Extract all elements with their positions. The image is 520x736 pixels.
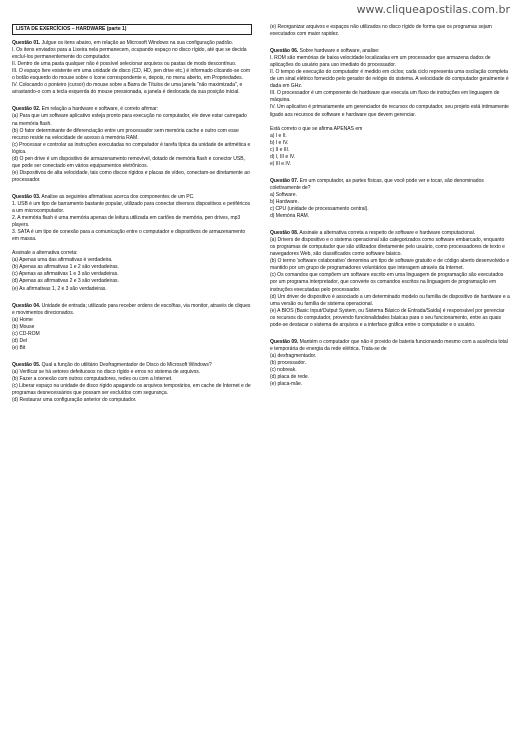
question-intro: Julgue os itens abaixo, em relação ao Microsoft Windows na sua configuração padrão. bbox=[41, 40, 234, 47]
answer-option: (e) Bit bbox=[12, 344, 26, 351]
answer-option: c) II e III. bbox=[270, 146, 290, 153]
statement-item: I. ROM são memórias de baixa velocidade localizadas em um processador que armazena dados de aplicações do usuário para uso imediato do processador. bbox=[270, 55, 491, 69]
question-04 bbox=[12, 303, 252, 352]
answer-option: (d) Del bbox=[12, 337, 27, 344]
question-intro: Em um computador, as partes físicas, que você pode ver e tocar, são denominados coletivamente de? bbox=[270, 177, 484, 191]
statement-item: II. O tempo de execução do computador é medido em ciclos; cada ciclo representa uma oscilação completa de um sinal elétrico fornecido pelo gerador de relógio do sistema. A velocidade do computador geralmente é dada em GHz. bbox=[270, 69, 509, 90]
statement-item: IV. Um aplicativo é primariamente um gerenciador de recursos do computador, seu projeto está intimamente ligado aos recursos de software e hardware que devem gerenciar. bbox=[270, 104, 509, 118]
question-intro: Em relação a hardware e software, é correto afirmar: bbox=[41, 106, 159, 113]
answer-option: a) I e II. bbox=[270, 132, 287, 139]
answer-option: (a) Home bbox=[12, 316, 33, 323]
answer-option: (b) Mouse bbox=[12, 323, 35, 330]
question-intro: Analise as seguintes afirmativas acerca dos componentes de um PC. bbox=[41, 193, 195, 200]
question-07 bbox=[270, 178, 510, 220]
answer-option: (b) Apenas as afirmativas 1 e 2 são verdadeiras. bbox=[12, 264, 119, 271]
answer-option: (d) Apenas as afirmativas 2 e 3 são verdadeiras. bbox=[12, 278, 119, 285]
answer-option: (a) Apenas uma das afirmativas é verdadeira. bbox=[12, 257, 113, 264]
answer-option: (d) O pen drive é um dispositivo de armazenamento removível, dotado de memória flash e conector USB, que pode ser conectado em vários equipamentos eletrônicos. bbox=[12, 155, 245, 169]
question-02 bbox=[12, 106, 252, 184]
answer-option: d) Memória RAM. bbox=[270, 213, 310, 220]
answer-option: (b) processador. bbox=[270, 359, 306, 366]
statement-item: III. O processador é um componente de hardware que executa um fluxo de instruções em linguagem de máquina. bbox=[270, 90, 500, 104]
answer-option: (c) Processar e controlar as instruções executadas no computador é tarefa típica da unidade de aritmética e lógica. bbox=[12, 141, 251, 155]
answer-option: (c) Apenas as afirmativas 1 e 3 são verdadeiras. bbox=[12, 271, 119, 278]
question-label: Questão 02. bbox=[12, 106, 41, 113]
page-title: LISTA DE EXERCÍCIOS – HARDWARE (parte 1) bbox=[12, 24, 252, 35]
question-intro: Mantém o computador que não é provido de bateria funcionando mesmo com a ausência total e temporária de energia da rede elétrica. Trata-se de bbox=[270, 338, 508, 352]
answer-option: (e) Dispositivos de alta velocidade, tais como discos rígidos e placas de vídeo, conectam-se diretamente ao processador. bbox=[12, 169, 250, 183]
answer-option: d) I, III e IV. bbox=[270, 153, 296, 160]
statement-item: 2. A memória flash é uma memória apenas de leitura utilizada em cartões de memória, pen drives, mp3 players. bbox=[12, 215, 241, 229]
statement-item: II. Dentro de uma pasta qualquer não é possível selecionar arquivos ou pastas de modo descontínuo. bbox=[12, 61, 237, 68]
question-intro: Sobre hardware e software, analise: bbox=[299, 48, 380, 55]
answer-option: (a) Drivers de dispositivo e o sistema operacional são categorizados como software embarcado, enquanto os programas de computador que são utilizados diretamente pelo usuário, como processadores de texto e navegadores Web, são classificados como software básico. bbox=[270, 237, 505, 258]
question-label: Questão 07. bbox=[270, 177, 299, 184]
answer-option: (e) Reorganizar arquivos e espaços não utilizados no disco rígido de forma que os programas sejam executados com maior rapidez. bbox=[270, 24, 492, 38]
answer-option: (d) Um driver de dispositivo é associado a um determinado modelo ou família de dispositivo de hardware e a uma versão ou família de sistema operacional. bbox=[270, 293, 510, 307]
right-column bbox=[270, 24, 510, 398]
answer-option: (e) placa-mãe. bbox=[270, 381, 303, 388]
left-column bbox=[12, 24, 252, 414]
answer-option: (b) Fazer a conexão com outros computadores, redes ou com a Internet. bbox=[12, 375, 173, 382]
statement-item: IV. Colocando o ponteiro (cursor) do mouse sobre a Barra de Títulos de uma janela "não maximizada", e arrastando-o com a tecla esquerda do mouse pressionada, a janela é deslocada da sua posição inicial. bbox=[12, 82, 243, 96]
answer-option: e) III e IV. bbox=[270, 160, 292, 167]
question-prompt: Está correto o que se afirma APENAS em bbox=[270, 125, 363, 132]
question-label: Questão 01. bbox=[12, 40, 41, 47]
question-03 bbox=[12, 194, 252, 293]
question-label: Questão 05. bbox=[12, 361, 41, 368]
answer-option: (a) Verificar se há setores defeituosos no disco rígido e erros no sistema de arquivos. bbox=[12, 368, 201, 375]
question-intro: Assinale a alternativa correta a respeito de software e hardware computacional. bbox=[299, 230, 476, 237]
question-08 bbox=[270, 230, 510, 329]
answer-option: b) Hardware. bbox=[270, 198, 299, 205]
answer-option: c) CPU (unidade de processamento central). bbox=[270, 206, 369, 213]
answer-option: (c) Liberar espaço na unidade de disco rígido apagando os arquivos temporários, em cache de Internet e de programas desnecessários que possam ser excluídos com segurança. bbox=[12, 383, 251, 397]
question-label: Questão 04. bbox=[12, 302, 41, 309]
answer-option: (a) desfragmentador. bbox=[270, 352, 317, 359]
answer-option: (c) nobreak. bbox=[270, 366, 297, 373]
answer-option: (e) As afirmativas 1, 2 e 3 são verdadeiras. bbox=[12, 285, 107, 292]
question-05-continued bbox=[270, 24, 510, 38]
question-label: Questão 06. bbox=[270, 48, 299, 55]
question-label: Questão 09. bbox=[270, 338, 299, 345]
statement-item: III. O espaço livre existente em uma unidade de disco (CD, HD, pen drive etc.) é informado clicando-se com o botão esquerdo do mouse sobre o ícone correspondente e, depois, no menu aberto, em Propriedades. bbox=[12, 68, 251, 82]
answer-option: a) Software. bbox=[270, 191, 297, 198]
statement-item: 1. USB é um tipo de barramento bastante popular, utilizado para conectar diversos dispositivos e periféricos a um microcomputador. bbox=[12, 200, 251, 215]
answer-option: (b) O termo 'software colaborativo' denomina um tipo de software gratuito e de código aberto desenvolvido e mantido por um grupo de programadores voluntários que interagem através da Internet. bbox=[270, 258, 510, 272]
statement-item: I. Os itens enviados para a Lixeira nela permanecem, ocupando espaço no disco rígido, até que se decida excluí-los permanentemente do computador. bbox=[12, 47, 247, 61]
question-intro: Qual a função do utilitário Desfragmentador de Disco do Microsoft Windows? bbox=[41, 361, 212, 368]
question-label: Questão 03. bbox=[12, 193, 41, 200]
question-05 bbox=[12, 362, 252, 404]
question-label: Questão 08. bbox=[270, 230, 299, 237]
question-09 bbox=[270, 339, 510, 388]
answer-option: (d) Restaurar uma configuração anterior do computador. bbox=[12, 397, 137, 404]
answer-option: (c) Os comandos que compõem um software escrito em uma linguagem de programação são executados por um programa interpretador, que converte os comandos escritos na linguagem de programação em instruções executadas pelo processador. bbox=[270, 272, 504, 293]
answer-option: (b) O fator determinante de diferenciação entre um processador sem memória cache e outro com esse recurso reside na velocidade de acesso à memória RAM. bbox=[12, 127, 239, 141]
question-prompt: Assinale a alternativa correta: bbox=[12, 250, 78, 257]
site-watermark: www.cliqueapostilas.com.br bbox=[356, 3, 510, 16]
question-intro: Unidade de entrada; utilizado para receber ordens de escolhas, via monitor, através de cliques e movimentos direcionados. bbox=[12, 302, 251, 316]
answer-option: (a) Para que um software aplicativo esteja pronto para execução no computador, ele deve estar carregado na memória flash. bbox=[12, 113, 247, 127]
answer-option: (c) CD-ROM bbox=[12, 330, 40, 337]
exercise-page bbox=[12, 24, 512, 732]
answer-option: (d) placa de rede. bbox=[270, 374, 310, 381]
statement-item: 3. SATA é um tipo de conexão para a comunicação entre o computador e dispositivos de armazenamento em massa. bbox=[12, 229, 246, 243]
question-06 bbox=[270, 48, 510, 168]
question-01 bbox=[12, 40, 252, 96]
answer-option: b) I e IV. bbox=[270, 139, 289, 146]
answer-option: (e) A BIOS (Basic Input/Output System, ou Sistema Básico de Entrada/Saída) é responsável por gerenciar os recursos do computador, provendo funcionalidades básicas para o seu funcionamento, entre as quais pode-se destacar o sistema de arquivos e a interface gráfica entre o computador e o usuário. bbox=[270, 307, 505, 328]
